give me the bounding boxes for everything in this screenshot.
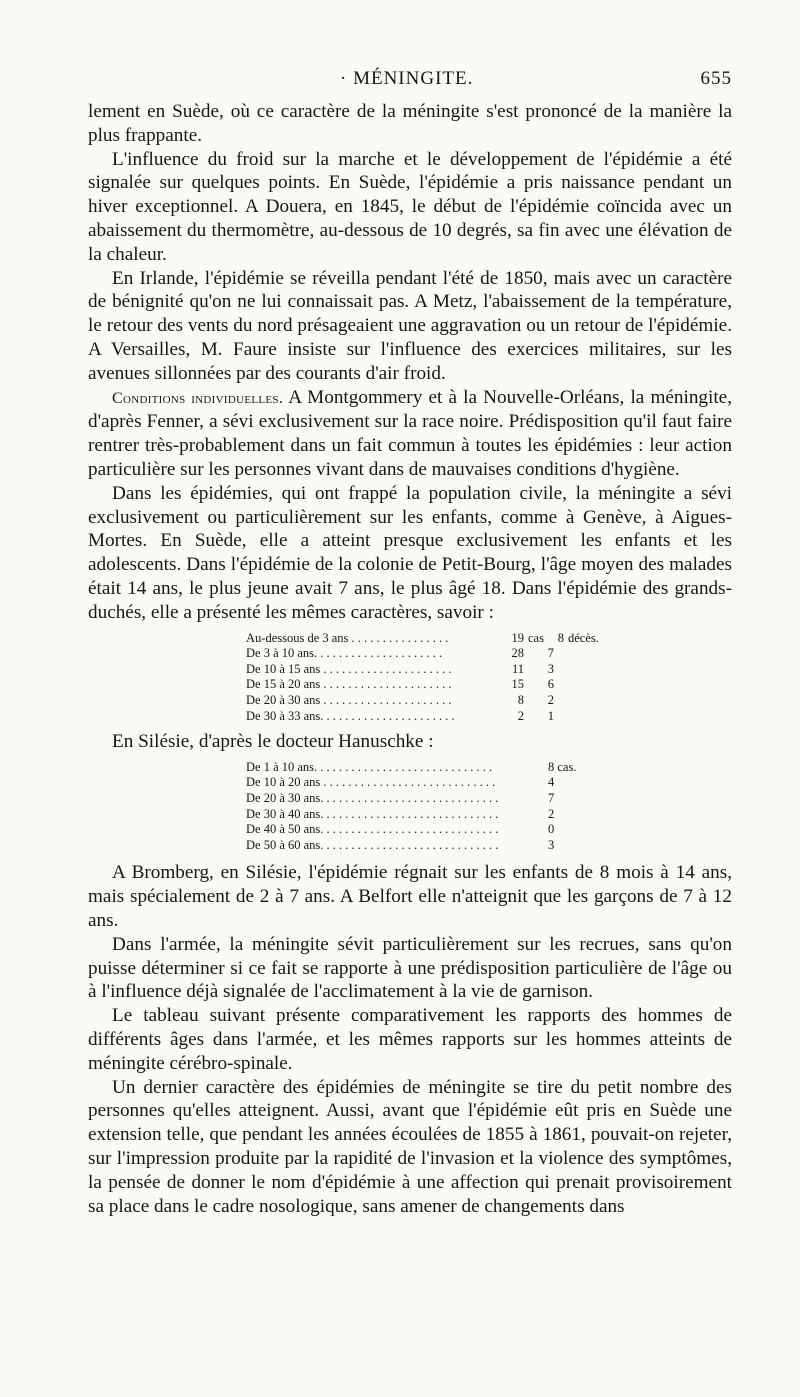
table-cell-deaths: 7 [547,646,554,661]
table-cell-cases: 11 [511,661,524,676]
table-cell-cases: 7 [548,791,555,806]
paragraph-text: A Montgommery et à la Nouvelle-Orléans, la méningite, d'après Fenner, a sévi exclusivement sur la race noire. Prédisposition qu'il faut faire rentrer très-probablement dans un fait commun à toutes les épidémies : leur action particulière sur les personnes vivant dans de mauvaises conditions d'hygiène. [88,386,732,480]
table-cell-cases: 19 [511,630,524,645]
table-cell-deaths: 6 [547,677,554,692]
table-cell-cases: 8 [517,692,524,707]
paragraph: A Bromberg, en Silésie, l'épidémie régnait sur les enfants de 8 mois à 14 ans, mais spécialement de 2 à 7 ans. A Belfort elle n'atteignit que les garçons de 7 à 12 ans. [88,862,732,932]
running-header [90,68,732,94]
table-row [246,838,732,854]
running-title: · MÉNINGITE. [340,68,474,89]
table-row [246,775,732,791]
table-cell-deaths-unit: décès. [568,630,599,645]
table-row [246,631,732,647]
paragraph: Le tableau suivant présente comparativement les rapports des hommes de différents âges dans l'armée, et les mêmes rapports sur les hommes atteints de méningite cérébro-spinale. [88,1005,732,1074]
age-table-grand-duchies [246,631,732,725]
table-cell-deaths: 8 [557,630,564,645]
table-cell-cases: 4 [548,775,555,790]
table-cell-age: De 40 à 50 ans. . . . . . . . . . . . . . . . . . . . . . . . . . . . . [246,822,499,837]
table-cell-age: Au-dessous de 3 ans . . . . . . . . . . . . . . . . [246,630,449,645]
page-number: 655 [700,68,732,89]
table-cell-age: De 20 à 30 ans. . . . . . . . . . . . . . . . . . . . . . . . . . . . . [246,791,499,806]
age-table-silesia [246,760,732,854]
table-row [246,709,732,725]
table-cell-age: De 50 à 60 ans. . . . . . . . . . . . . . . . . . . . . . . . . . . . . [246,837,499,852]
table-cell-cases: 28 [511,646,524,661]
table-cell-age: De 30 à 40 ans. . . . . . . . . . . . . . . . . . . . . . . . . . . . . [246,806,499,821]
table-cell-cases: 0 [548,822,555,837]
paragraph [88,386,732,482]
table-row [246,646,732,662]
table-cell-age: De 10 à 15 ans . . . . . . . . . . . . . . . . . . . . . [246,661,452,676]
paragraph: lement en Suède, où ce caractère de la méningite s'est prononcé de la manière la plus frappante. [88,101,732,146]
table-cell-age: De 1 à 10 ans. . . . . . . . . . . . . . . . . . . . . . . . . . . . . [246,759,493,774]
table-row [246,677,732,693]
table-cell-age: De 10 à 20 ans . . . . . . . . . . . . . . . . . . . . . . . . . . . . [246,775,496,790]
table-cell-cases: 2 [548,806,555,821]
table-cell-cases: 2 [517,708,524,723]
table-cell-age: De 30 à 33 ans. . . . . . . . . . . . . . . . . . . . . . [246,708,455,723]
paragraph: Dans les épidémies, qui ont frappé la population civile, la méningite a sévi exclusivement ou particulièrement sur les enfants, comme à Genève, à Aigues-Mortes. En Suède, elle a atteint presque exclusivement les enfants et les adolescents. Dans l'épidémie de la colonie de Petit-Bourg, l'âge moyen des malades était 14 ans, le plus jeune avait 7 ans, le plus âgé 18. Dans l'épidémie des grands-duchés, elle a présenté les mêmes caractères, savoir : [88,482,732,623]
table-row [246,807,732,823]
paragraph: L'influence du froid sur la marche et le développement de l'épidémie a été signalée sur quelques points. En Suède, l'épidémie a pris naissance pendant un hiver exceptionnel. A Douera, en 1845, le début de l'épidémie coïncida avec un abaissement du thermomètre, au-dessous de 10 degrés, sa fin avec une élévation de la chaleur. [88,148,732,265]
table-cell-age: De 20 à 30 ans . . . . . . . . . . . . . . . . . . . . . [246,692,452,707]
table-cell-age: De 15 à 20 ans . . . . . . . . . . . . . . . . . . . . . [246,677,452,692]
table-row [246,693,732,709]
section-heading: Conditions individuelles. [112,389,284,407]
paragraph: Dans l'armée, la méningite sévit particulièrement sur les recrues, sans qu'on puisse déterminer si ce fait se rapporte à une prédisposition particulière de l'âge ou à l'influence déjà signalée de l'acclimatement à la vie de garnison. [88,933,732,1003]
table-cell-cases-unit: cas [528,630,544,645]
table-cell-deaths: 1 [547,708,554,723]
paragraph: En Silésie, d'après le docteur Hanuschke : [112,731,434,753]
page-body [88,100,732,1218]
table-cell-age: De 3 à 10 ans. . . . . . . . . . . . . . . . . . . . . [246,646,443,661]
table-cell-cases: 8 cas. [548,759,577,774]
table-row [246,760,732,776]
table-cell-cases: 15 [511,677,524,692]
table-cell-cases: 3 [548,837,555,852]
table-cell-deaths: 3 [547,661,554,676]
paragraph: En Irlande, l'épidémie se réveilla pendant l'été de 1850, mais avec un caractère de bénignité qu'on ne lui connaissait pas. A Metz, l'abaissement de la température, le retour des vents du nord présageaient une aggravation ou un retour de l'épidémie. A Versailles, M. Faure insiste sur l'influence des exercices militaires, sur les avenues sillonnées par des courants d'air froid. [88,267,732,384]
table-row [246,662,732,678]
table-row [246,791,732,807]
paragraph: Un dernier caractère des épidémies de méningite se tire du petit nombre des personnes qu'elles atteignent. Aussi, avant que l'épidémie eût pris en Suède une extension telle, que pendant les années écoulées de 1855 à 1861, pouvait-on rejeter, sur l'impression produite par la rapidité de l'invasion et la violence des symptômes, la pensée de donner le nom d'épidémie à une affection qui prenait provisoirement sa place dans le cadre nosologique, sans amener de changements dans [88,1076,732,1217]
table-cell-deaths: 2 [547,692,554,707]
table-row [246,822,732,838]
